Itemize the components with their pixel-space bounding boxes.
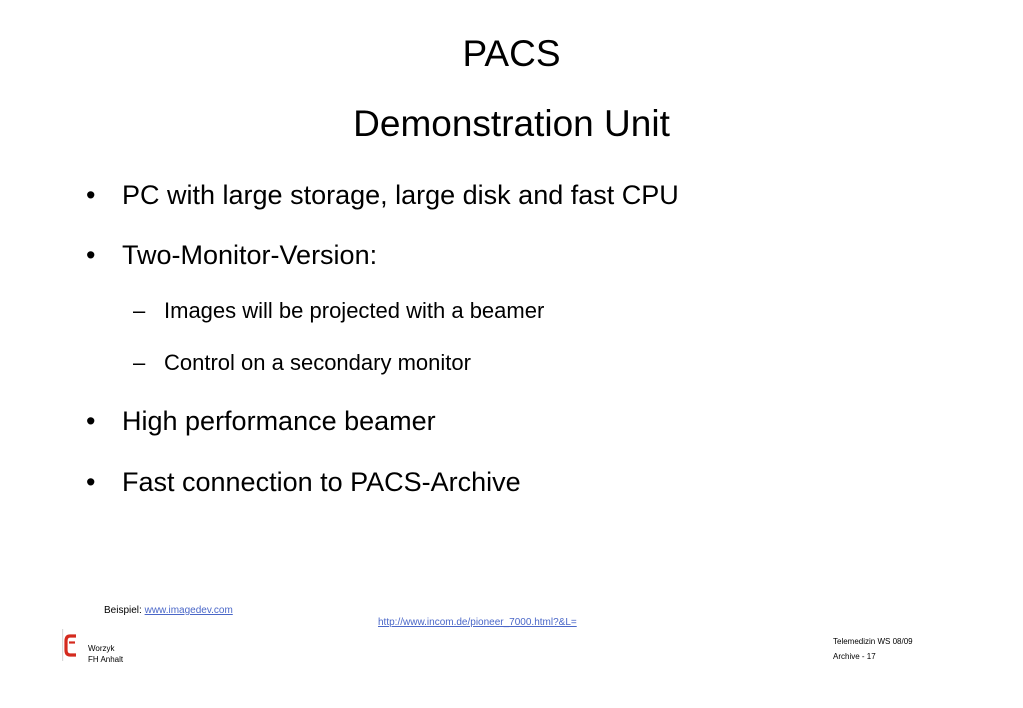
bullet-mark: • xyxy=(86,180,96,210)
bullet-item xyxy=(86,404,436,438)
sub-bullet-item xyxy=(133,297,544,325)
bullet-item xyxy=(86,465,521,499)
author-institution: FH Anhalt xyxy=(88,655,124,664)
bullet-mark: • xyxy=(86,406,96,436)
bullet-text: Fast connection to PACS-Archive xyxy=(122,467,521,497)
bullet-text: Two-Monitor-Version: xyxy=(122,240,378,270)
sub-bullet-item xyxy=(133,349,471,377)
page-number: Archive - 17 xyxy=(833,652,876,661)
bullet-mark: • xyxy=(86,467,96,497)
bullet-item xyxy=(86,178,679,212)
slide-subtitle: Demonstration Unit xyxy=(353,103,670,144)
bullet-text: PC with large storage, large disk and fast CPU xyxy=(122,180,679,210)
bullet-text: High performance beamer xyxy=(122,406,436,436)
sub-bullet-text: Control on a secondary monitor xyxy=(164,350,471,375)
incom-link[interactable]: http://www.incom.de/pioneer_7000.html?&L= xyxy=(378,617,577,628)
course-label: Telemedizin WS 08/09 xyxy=(833,637,913,646)
sub-bullet-text: Images will be projected with a beamer xyxy=(164,298,545,323)
bullet-mark: • xyxy=(86,240,96,270)
course-info xyxy=(833,634,913,664)
example-line xyxy=(104,605,233,616)
author-block xyxy=(88,643,123,665)
fh-anhalt-logo-icon xyxy=(62,629,82,661)
author-name: Worzyk xyxy=(88,644,115,653)
example-label: Beispiel: xyxy=(104,605,142,616)
slide-title: PACS xyxy=(462,33,561,74)
dash-mark: – xyxy=(133,298,146,323)
bullet-item xyxy=(86,238,377,272)
dash-mark: – xyxy=(133,350,146,375)
imagedev-link[interactable]: www.imagedev.com xyxy=(144,605,233,616)
